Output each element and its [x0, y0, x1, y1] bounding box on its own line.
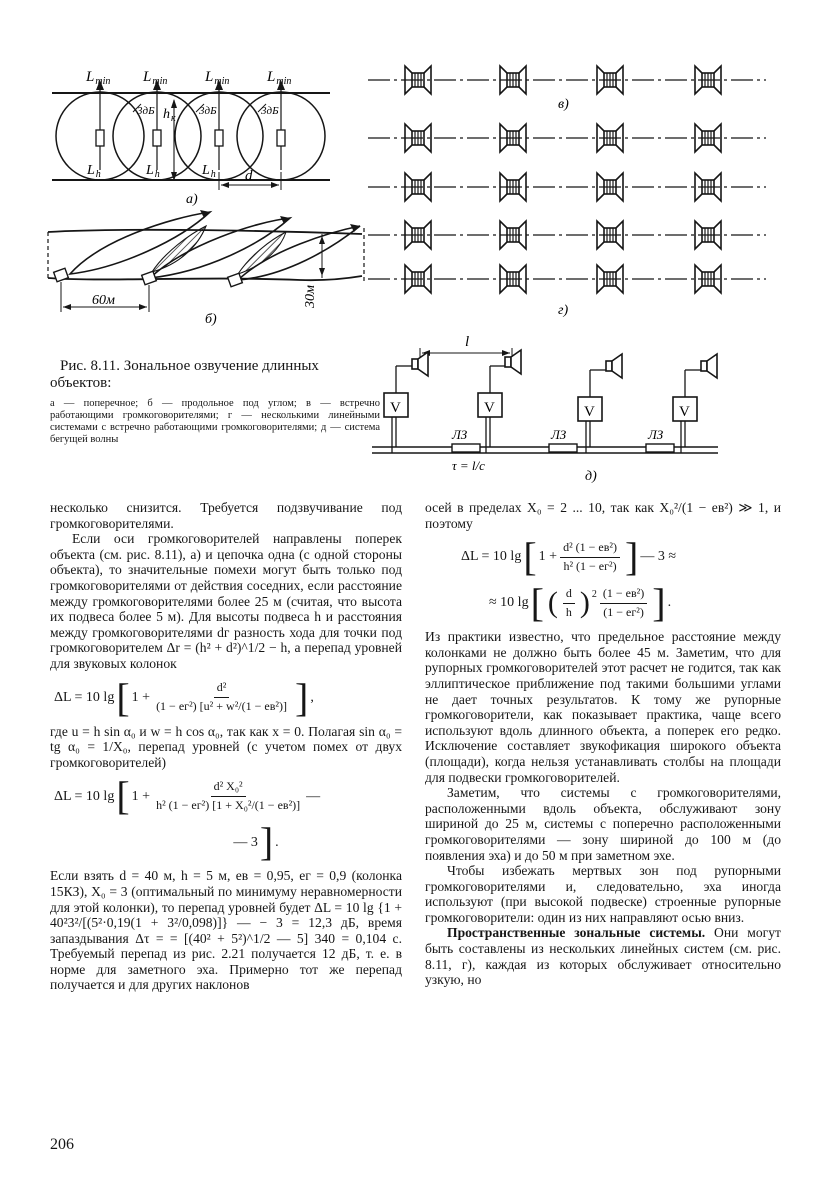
amp-label-1: V: [390, 400, 401, 416]
eq-denominator: h: [565, 604, 572, 619]
eq-tail: .: [275, 834, 279, 850]
eq-denominator: (1 − eг²): [603, 604, 644, 619]
paragraph-body: Они могут быть составлены из нескольких линейных систем (см. рис. 8.11, г), каждая из которых обслуживает относительно узкую, но: [425, 925, 781, 988]
db3-label-3: 3дБ: [261, 105, 279, 117]
paragraph: Из практики известно, что предельное расстояние между колонками не должно быть более 45 м. Заметим, что для рупорных громкоговорителей этот расчет не годится, так как эллиптическое приближение под такими большими углами не дает точных результатов. К тому же рупорные громкоговорители, как показывает практика, чаще всего используют вдоль длинного объекта, а поперек его редко. Исключение составляет звукофикация широкого объекта (площади), когда нельзя устанавливать столбы на площади для подвески громкоговорителей.: [425, 629, 781, 785]
eq-tail: —: [306, 788, 321, 804]
section-run-in-heading: Пространственные зональные системы.: [447, 925, 706, 941]
l-label: l: [465, 334, 470, 350]
panel-g-caption: г): [558, 303, 569, 318]
eq-numerator: d²: [214, 680, 230, 698]
panel-a-caption: а): [186, 192, 198, 207]
paragraph: Если взять d = 40 м, h = 5 м, eв = 0,95, eг = 0,9 (колонка 15КЗ), X₀ = 3 (оптимальный по минимуму неравномерности для этой колонки), то перепад уровней будет ΔL = 10 lg {1 + 40²3²/[(5²·0,19(1 + 3²/0,098)]} — − 3 = 12,3 дБ, время запаздывания Δτ = = [(40² + 5²)^1/2 — 5] 340 = 0,104 с. Требуемый перепад из рис. 2.21 получается 12 дБ, т. е. в норме для заметного эха. Примерно тот же перепад получается и для других наклонов: [50, 868, 402, 993]
equation-1: [54, 674, 402, 720]
eq-tail: ,: [310, 689, 314, 705]
eq-numerator: d² (1 − eв²): [560, 540, 620, 558]
bracket-close: ]: [625, 534, 639, 580]
amp-label-2: V: [484, 400, 495, 416]
delay-line-label-1: ЛЗ: [452, 427, 468, 442]
bracket-open: [: [116, 773, 130, 819]
eq-numerator: (1 − eв²): [600, 586, 647, 604]
eq-power: 2: [591, 589, 597, 601]
paragraph: Если оси громкоговорителей направлены поперек объекта (см. рис. 8.11), а) и цепочка одна (с одной стороны объекта), то значительные помехи могут быть только под громкоговорителями от действия соседних, если расстояние между громкоговорителями более 25 м (считая, что высота их подвеса более 5 м). Для высоты подвеса h и расстояния между громкоговорителями dг разность хода для точки под громкоговорителем Δr = (h² + d²)^1/2 − h, а перепад уровней для звуковых колонок: [50, 531, 402, 671]
d-label: d: [245, 168, 253, 184]
caption-title: Рис. 8.11. Зональное озвучение длинных объектов:: [50, 358, 319, 391]
bracket-open: [: [116, 674, 130, 720]
eq-lhs: ΔL = 10 lg: [461, 549, 522, 565]
db3-label-2: 3дБ: [199, 105, 217, 117]
paragraph: несколько снизится. Требуется подзвучивание под громкоговорителями.: [50, 500, 402, 531]
figure-panel-a: [52, 69, 330, 207]
paragraph: осей в пределах X₀ = 2 ... 10, так как X₀²/(1 − eв²) ≫ 1, и поэтому: [425, 500, 781, 531]
eq-lhs: ΔL = 10 lg: [54, 689, 115, 705]
eq-lhs: ΔL = 10 lg: [54, 788, 115, 804]
eq-term: 1 +: [131, 788, 151, 804]
lmin-label-1: $L_{min}$: [86, 69, 111, 87]
bracket-close: ]: [259, 819, 274, 865]
text-column-right: [425, 500, 781, 988]
eq-fraction: [560, 540, 620, 574]
panel-v-caption: в): [558, 97, 569, 112]
eq-denominator: (1 − eг²) [u² + w²/(1 − eв²)]: [156, 699, 287, 714]
delay-line-label-2: ЛЗ: [551, 427, 567, 442]
lh-label-3: $L_h$: [202, 163, 216, 180]
bracket-close: ]: [652, 580, 666, 626]
paragraph: где u = h sin α₀ и w = h cos α₀, так как x = 0. Полагая sin α₀ = tg α₀ = 1/X₀, перепад уровней (с учетом помех от двух громкоговорителей): [50, 723, 402, 770]
figure-caption: [50, 358, 380, 446]
eq-fraction: [563, 586, 575, 620]
figure-panel-b: [48, 210, 364, 327]
tau-label: τ = l/c: [452, 458, 485, 473]
eq-fraction: [153, 680, 290, 714]
lh-label-1: $L_h$: [87, 163, 101, 180]
panel-d-caption: д): [585, 469, 597, 484]
bracket-close: ]: [294, 674, 309, 720]
paren-close: ): [579, 586, 590, 620]
bracket-open: [: [530, 580, 544, 626]
page-number: 206: [50, 1136, 74, 1153]
equation-2-continued: [50, 819, 402, 865]
equation-2: [54, 773, 402, 819]
figure-panel-g: [368, 124, 766, 318]
delay-line-label-3: ЛЗ: [648, 427, 664, 442]
db3-label-1: 3дБ: [137, 105, 155, 117]
eq-denominator: h² (1 − eг²) [1 + X₀²/(1 − eв²)]: [156, 797, 301, 812]
lmin-label-4: $L_{min}$: [267, 69, 292, 87]
eq-fraction: [153, 779, 303, 813]
bracket-open: [: [523, 534, 537, 580]
eq-term: 1 +: [538, 549, 558, 565]
caption-legend: а — поперечное; б — продольное под углом; в — встречно работающими громкоговорителями; г — несколькими линейными системами с встречно работающими громкоговорителями; д — система бегущей волны: [50, 398, 380, 445]
lmin-label-2: $L_{min}$: [143, 69, 168, 87]
height-30m-label: 30м: [303, 285, 318, 308]
amp-label-4: V: [679, 404, 690, 420]
eq-denominator: h² (1 − eг²): [563, 558, 617, 573]
equation-4: [489, 580, 781, 626]
figure-panel-v: [368, 66, 766, 112]
equation-3: [461, 534, 781, 580]
figure-panel-d: [372, 334, 718, 484]
paragraph: Чтобы избежать мертвых зон под рупорными громкоговорителями и, следовательно, эха иногда используют (при высокой подвеске) строенные рупорные громкоговорители: один из них направляют осью вниз.: [425, 863, 781, 925]
eq-fraction: [600, 586, 647, 620]
amp-label-3: V: [584, 404, 595, 420]
paragraph: Заметим, что системы с громкоговорителями, расположенными вдоль объекта, обслуживают зону шириной до 25 м, системы с поперечно расположенными громкоговорителями — зону шириной до 100 м (до появления эха) и до 50 м при заметном эхе.: [425, 785, 781, 863]
eq-term: — 3: [233, 834, 258, 850]
panel-b-caption: б): [205, 312, 217, 327]
lmin-label-3: $L_{min}$: [205, 69, 230, 87]
lh-label-2: $L_h$: [146, 163, 160, 180]
hk-label: $h_к$: [163, 107, 176, 124]
eq-numerator: d: [563, 586, 575, 604]
eq-tail: .: [667, 595, 672, 611]
eq-lhs: ≈ 10 lg: [489, 595, 529, 611]
dist-60m-label: 60м: [92, 293, 115, 308]
text-column-left: [50, 500, 402, 993]
paren-open: (: [547, 586, 558, 620]
eq-tail: — 3 ≈: [640, 549, 677, 565]
eq-numerator: d² X₀²: [211, 779, 246, 797]
eq-term: 1 +: [131, 689, 151, 705]
paragraph: [425, 925, 781, 987]
